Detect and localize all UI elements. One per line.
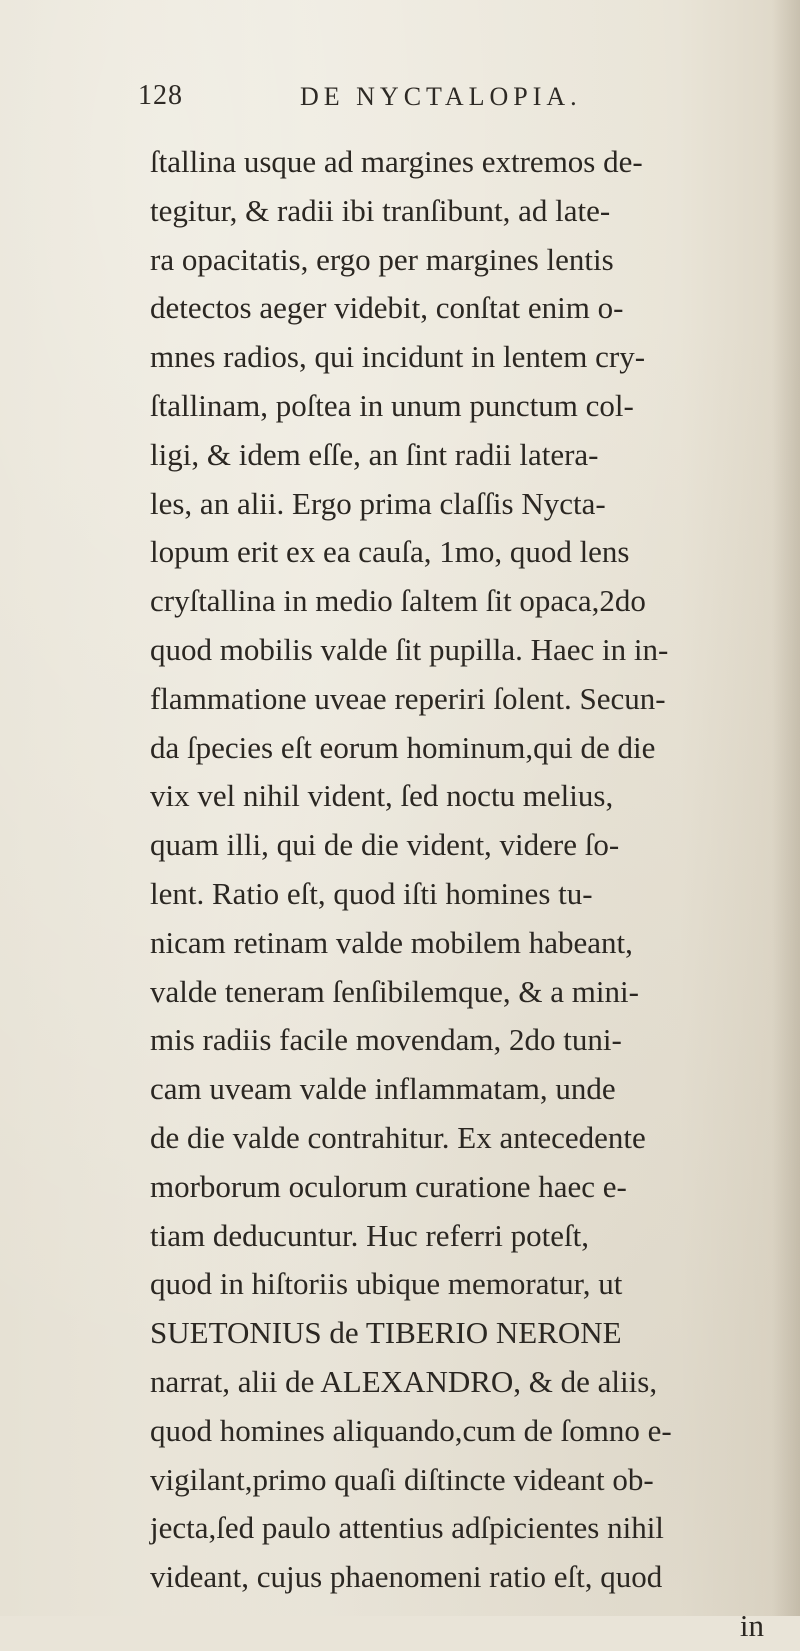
- text-line: flammatione uveae reperiri ſolent. Secun-: [150, 680, 666, 716]
- text-line: de die valde contrahitur. Ex antecedente: [150, 1119, 646, 1155]
- text-line: vix vel nihil vident, ſed noctu melius,: [150, 778, 614, 814]
- page-number: 128: [138, 80, 183, 111]
- text-line: mis radiis facile movendam, 2do tuni-: [150, 1022, 622, 1058]
- text-line: narrat, alii de ALEXANDRO, & de aliis,: [150, 1363, 658, 1399]
- text-line: morborum oculorum curatione haec e-: [150, 1168, 627, 1204]
- catchword: in: [739, 1607, 764, 1643]
- running-head: [0, 80, 800, 120]
- text-line: lent. Ratio eſt, quod iſti homines tu-: [150, 875, 593, 911]
- text-line: ra opacitatis, ergo per margines lentis: [150, 241, 614, 277]
- text-line: quod homines aliquando,cum de ſomno e-: [150, 1412, 672, 1448]
- text-line: ſtallina usque ad margines extremos de-: [150, 144, 643, 179]
- text-line: mnes radios, qui incidunt in lentem cry-: [150, 339, 646, 375]
- text-line: detectos aeger videbit, conſtat enim o-: [150, 290, 624, 326]
- text-line: lopum erit ex ea cauſa, 1mo, quod lens: [150, 534, 630, 570]
- text-line: valde teneram ſenſibilemque, & a mini-: [150, 973, 639, 1009]
- text-line: quod mobilis valde ſit pupilla. Haec in in-: [150, 631, 669, 667]
- text-line: vigilant,primo quaſi diſtincte videant ob-: [150, 1461, 654, 1497]
- text-line: SUETONIUS de TIBERIO NERONE: [150, 1315, 622, 1351]
- text-line: ſtallinam, poſtea in unum punctum col-: [150, 387, 634, 423]
- text-line: jecta,ſed paulo attentius adſpicientes nihil: [150, 1510, 664, 1546]
- text-line: les, an alii. Ergo prima claſſis Nycta-: [150, 485, 606, 521]
- running-title: DE NYCTALOPIA.: [300, 82, 582, 111]
- text-line: cam uveam valde inflammatam, unde: [150, 1071, 616, 1107]
- text-line: nicam retinam valde mobilem habeant,: [150, 924, 633, 960]
- text-line: ligi, & idem eſſe, an ſint radii latera-: [150, 436, 599, 472]
- text-line: da ſpecies eſt eorum hominum,qui de die: [150, 729, 656, 765]
- text-line: quod in hiſtoriis ubique memoratur, ut: [150, 1266, 623, 1302]
- text-body: [150, 138, 780, 1651]
- text-line: tegitur, & radii ibi tranſibunt, ad late-: [150, 192, 611, 228]
- text-line: cryſtallina in medio ſaltem ſit opaca,2do: [150, 583, 646, 619]
- text-line: tiam deducuntur. Huc referri poteſt,: [150, 1217, 590, 1253]
- text-line: quam illi, qui de die vident, videre ſo-: [150, 827, 620, 863]
- text-line: videant, cujus phaenomeni ratio eſt, quod: [150, 1559, 663, 1595]
